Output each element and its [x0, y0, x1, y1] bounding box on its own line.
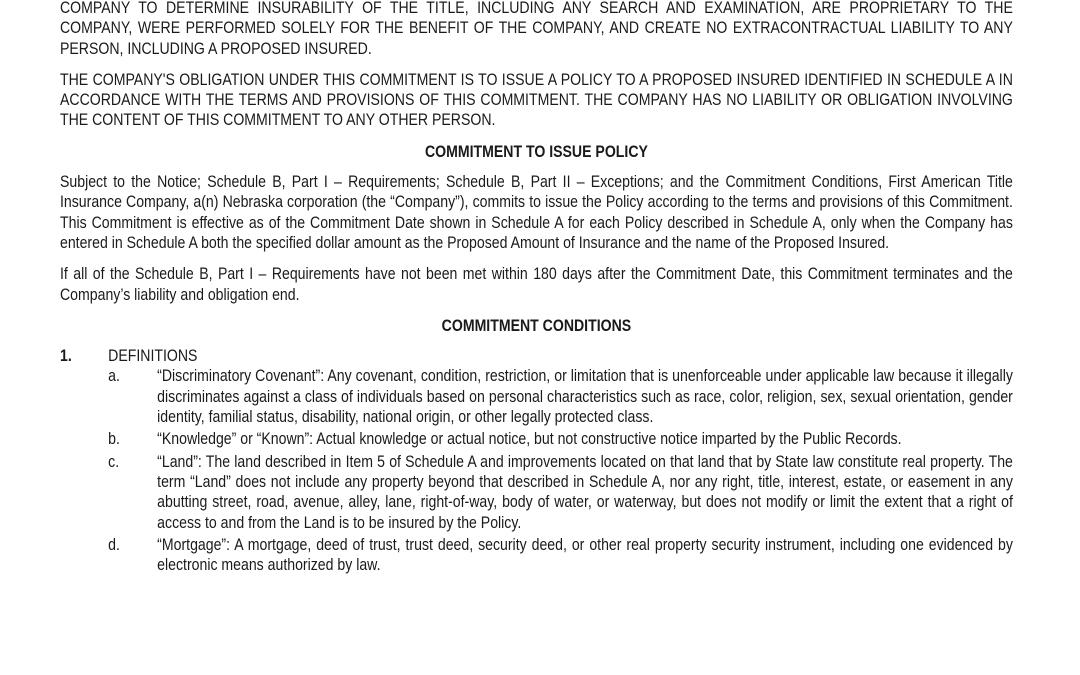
definition-text: “Discriminatory Covenant”: Any covenant, condition, restriction, or limitation that is unenforceable under applicable law because it illegally discriminates against a class of individuals based on personal characteristics such as race, color, religion, sex, sexual orientation, gender identity, familial status, disability, national origin, or other legally protected class. — [157, 367, 1013, 427]
definition-letter: c. — [108, 452, 120, 471]
definition-letter: a. — [108, 367, 120, 386]
definition-text: “Land”: The land described in Item 5 of Schedule A and improvements located on that land that by State law constitute real property. The term “Land” does not include any property beyond that described in Schedule A, nor any right, title, interest, estate, or easement in any abutting street, road, avenue, alley, lane, right-of-way, body of water, or waterway, but does not modify or limit the extent that a right of access to and from the Land is to be insured by the Policy. — [157, 452, 1013, 532]
paragraph-disclaimer: COMPANY TO DETERMINE INSURABILITY OF THE TITLE, INCLUDING ANY SEARCH AND EXAMINATION, ARE PROPRIETARY TO THE COMPANY, WERE PERFORMED SOLELY FOR THE BENEFIT OF THE COMPANY, AND CREATE NO EXTRACONTRACTUAL LIABILITY TO ANY PERSON, INCLUDING A PROPOSED INSURED. — [60, 0, 1013, 58]
definition-item — [60, 366, 1013, 427]
definition-letter: b. — [108, 430, 120, 449]
paragraph-termination: If all of the Schedule B, Part I – Requirements have not been met within 180 days after the Commitment Date, this Commitment terminates and the Company’s liability and obligation end. — [60, 265, 1013, 304]
definition-text: “Knowledge” or “Known”: Actual knowledge or actual notice, but not constructive notice imparted by the Public Records. — [157, 430, 902, 449]
paragraph-obligation: THE COMPANY'S OBLIGATION UNDER THIS COMMITMENT IS TO ISSUE A POLICY TO A PROPOSED INSURED IDENTIFIED IN SCHEDULE A IN ACCORDANCE WITH THE TERMS AND PROVISIONS OF THIS COMMITMENT. THE COMPANY HAS NO LIABILITY OR OBLIGATION INVOLVING THE CONTENT OF THIS COMMITMENT TO ANY OTHER PERSON. — [60, 70, 1013, 130]
paragraph-commitment: Subject to the Notice; Schedule B, Part I – Requirements; Schedule B, Part II – Exceptions; and the Commitment Conditions, First American Title Insurance Company, a(n) Nebraska corporation (the “Company”), commits to issue the Policy according to the terms and provisions of this Commitment. This Commitment is effective as of the Commitment Date shown in Schedule A for each Policy described in Schedule A, only when the Company has entered in Schedule A both the specified dollar amount as the Proposed Amount of Insurance and the name of the Proposed Insured. — [60, 173, 1013, 252]
definition-item — [60, 452, 1013, 533]
section-title: DEFINITIONS — [108, 347, 198, 366]
document-page — [60, 0, 1013, 577]
heading-commitment-to-issue-policy: COMMITMENT TO ISSUE POLICY — [424, 142, 648, 161]
definition-letter: d. — [108, 535, 120, 554]
section-definitions — [60, 346, 1013, 366]
definition-item — [60, 535, 1013, 576]
definition-text: “Mortgage”: A mortgage, deed of trust, trust deed, security deed, or other real property security instrument, including one evidenced by electronic means authorized by law. — [157, 535, 1013, 575]
section-number: 1. — [60, 347, 72, 366]
heading-commitment-conditions: COMMITMENT CONDITIONS — [441, 316, 632, 335]
definition-item — [60, 429, 1013, 449]
